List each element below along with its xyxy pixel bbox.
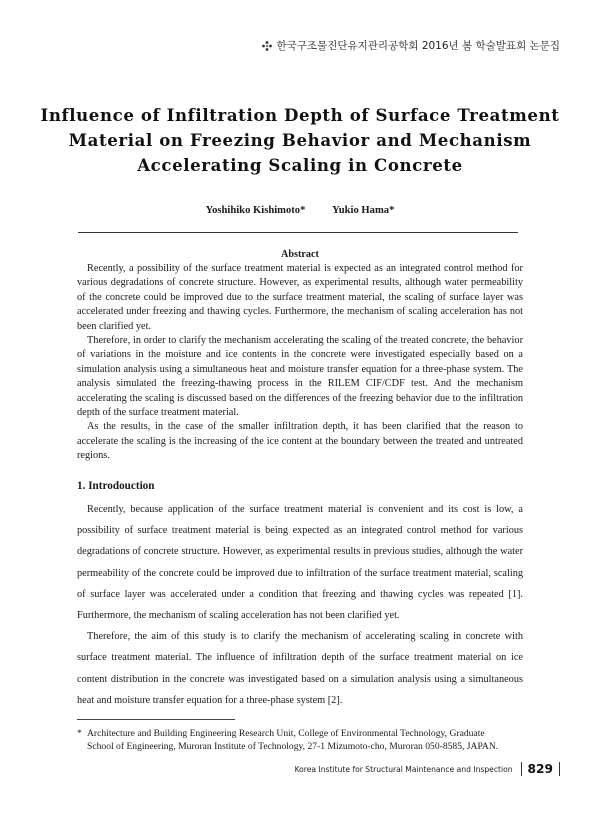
footnote-line: Architecture and Building Engineering Research Unit, College of Environmental Technology, Graduate [87, 728, 485, 739]
body-paragraph: Therefore, the aim of this study is to clarify the mechanism of accelerating scaling in concrete with surface treatment material. The influence of infiltration depth of the surface treatment material on ice content distribution in the concrete was investigated based on a simulation analysis using a simultaneous heat and moisture transfer equation for a three-phase system [2]. [77, 631, 523, 706]
title-line: Accelerating Scaling in Concrete [137, 155, 463, 175]
page-footer [295, 762, 560, 776]
author-list [0, 205, 600, 216]
abstract-paragraph: As the results, in the case of the smaller infiltration depth, it has been clarified that the reason to accelerate the scaling is the increasing of the ice content at the boundary between the treated and untreated regions. [77, 421, 523, 462]
footnote-divider [77, 719, 235, 720]
introduction-body [77, 499, 523, 711]
footer-organization: Korea Institute for Structural Maintenance and Inspection [294, 764, 513, 774]
footnote-line: School of Engineering, Muroran Institute of Technology, 27-1 Mizumoto-cho, Muroran 050-8585, JAPAN. [87, 741, 499, 752]
body-paragraph: Recently, because application of the surface treatment material is convenient and its cost is low, a possibility of surface treatment material is being expected as an integrated control method for various degradations of concrete structure. However, as experimental results in previous studies, although the water permeability of the concrete could be improved due to infiltration of the surface treatment material, scaling of surface layer was accelerated under a condition that freezing and thawing cycles was repeated [1]. Furthermore, the mechanism of scaling acceleration has not been clarified yet. [77, 504, 523, 622]
diamond-dots-icon [262, 41, 272, 51]
title-line: Influence of Infiltration Depth of Surface Treatment [40, 105, 560, 125]
affiliation-footnote [77, 727, 523, 753]
page-number: 829 [521, 762, 560, 776]
author-name: Yoshihiko Kishimoto* [205, 205, 306, 216]
journal-name: 한국구조물진단유지관리공학회 2016년 봄 학술발표회 논문집 [276, 40, 560, 52]
journal-header [262, 38, 560, 53]
title-divider [78, 232, 518, 233]
title-line: Material on Freezing Behavior and Mechanism [68, 130, 532, 150]
abstract-paragraph: Recently, a possibility of the surface treatment material is expected as an integrated control method for various degradations of concrete structure. However, as experimental results, although water permeability of the concrete could be improved due to the surface treatment material, the scaling of surface layer was accelerated under freezing and thawing cycles. Furthermore, the mechanism of scaling acceleration has not been clarified yet. [77, 263, 523, 332]
section-heading: 1. Introdouction [77, 480, 155, 492]
footnote-mark: * [77, 728, 82, 739]
abstract-paragraph: Therefore, in order to clarify the mechanism accelerating the scaling of the treated concrete, the behavior of variations in the moisture and ice contents in the concrete were investigated especially based on a simulation analysis using a simultaneous heat and moisture transfer equation for a three-phase system. The analysis simulated the freezing-thawing process in the RILEM CIF/CDF test. And the mechanism accelerating the scaling is discussed based on the differences of the freezing behavior due to the infiltration depth of the surface treatment material. [77, 335, 523, 419]
author-name: Yukio Hama* [332, 205, 395, 216]
abstract-body [77, 262, 523, 464]
abstract-heading: Abstract [281, 249, 319, 260]
paper-title [40, 103, 560, 178]
